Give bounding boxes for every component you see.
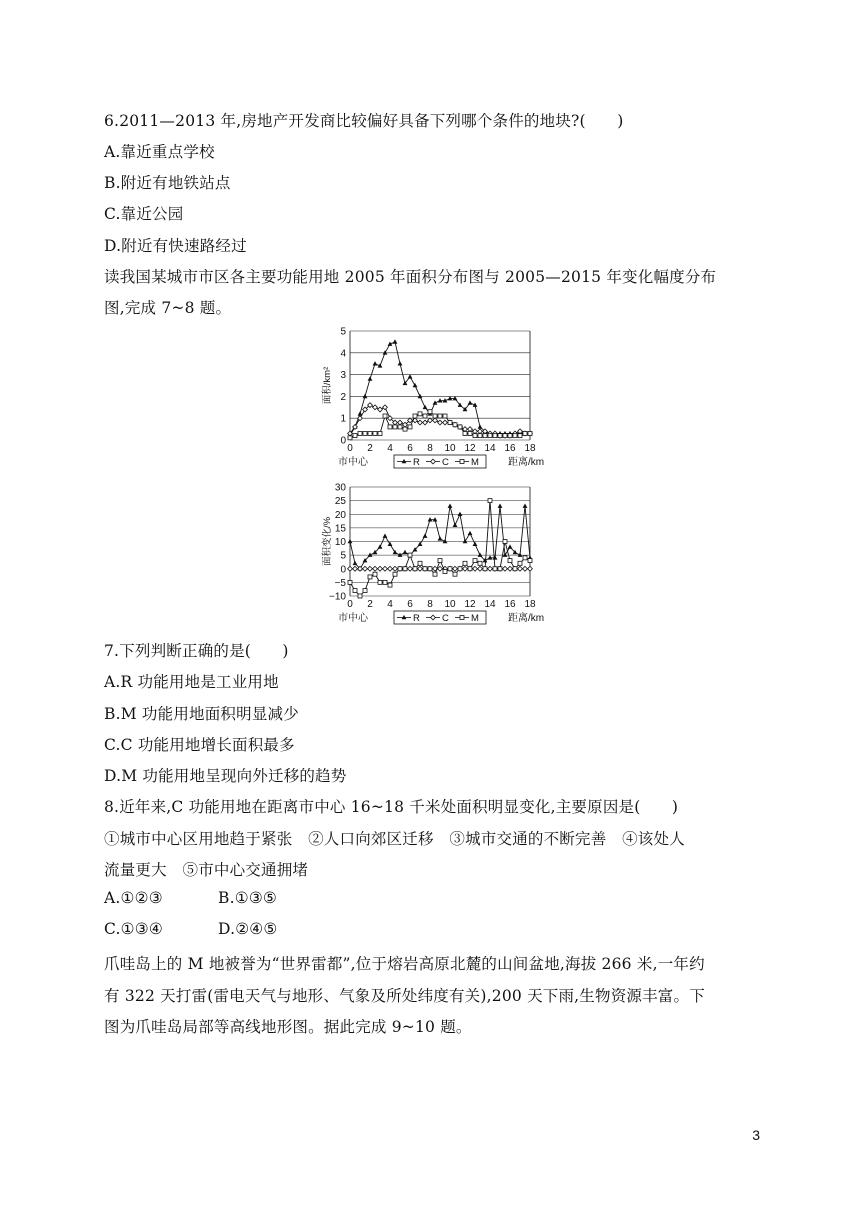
origin-label: 市中心 (338, 457, 368, 468)
data-point-C (518, 566, 523, 571)
question-8-option-b: B.①③⑤ (218, 889, 278, 907)
data-point-R (368, 553, 373, 557)
data-point-M (443, 569, 447, 573)
data-point-M (408, 553, 412, 557)
x-tick-label: 2 (367, 443, 373, 454)
data-point-M (498, 434, 502, 438)
data-point-M (513, 567, 517, 571)
question-8-option-a: A.①②③ (104, 889, 163, 907)
data-point-M (408, 425, 412, 429)
data-point-M (403, 427, 407, 431)
data-point-M (443, 414, 447, 418)
legend (394, 455, 486, 468)
data-point-C (463, 566, 468, 571)
question-6-stem: 6.2011—2013 年,房地产开发商比较偏好具备下列哪个条件的地块?( ) (104, 112, 624, 130)
data-point-R (443, 539, 448, 543)
data-point-M (503, 540, 507, 544)
data-point-R (423, 533, 428, 537)
question-7-option-c: C.C 功能用地增长面积最多 (104, 736, 295, 754)
data-point-C (438, 566, 443, 571)
data-point-M (388, 583, 392, 587)
x-axis-label: 距离/km (508, 457, 545, 468)
data-point-M (463, 561, 467, 565)
data-point-M (493, 567, 497, 571)
data-point-C (428, 418, 433, 423)
data-point-R (398, 361, 403, 365)
data-point-M (413, 414, 417, 418)
y-tick-label: −5 (334, 577, 346, 589)
data-point-M (508, 434, 512, 438)
data-point-C (478, 429, 483, 434)
data-point-C (508, 566, 513, 571)
question-7-option-d: D.M 功能用地呈现向外迁移的趋势 (104, 767, 347, 785)
data-point-C (473, 566, 478, 571)
data-point-M (373, 572, 377, 576)
data-point-M (413, 567, 417, 571)
y-tick-label: 0 (340, 435, 346, 447)
y-tick-label: 0 (340, 564, 346, 576)
data-point-M (348, 436, 352, 440)
data-point-C (528, 566, 533, 571)
y-tick-label: 2 (340, 391, 346, 403)
data-point-R (458, 512, 463, 516)
data-point-C (453, 566, 458, 571)
data-point-C (438, 420, 443, 425)
data-point-M (353, 589, 357, 593)
page-number: 3 (752, 1127, 760, 1143)
data-point-M (503, 434, 507, 438)
y-tick-label: 20 (334, 509, 346, 521)
intro-7-8-line-1: 读我国某城市市区各主要功能用地 2005 年面积分布图与 2005—2015 年变化幅度分布 (104, 268, 717, 286)
data-point-R (508, 544, 513, 548)
data-point-M (483, 434, 487, 438)
data-point-R (498, 503, 503, 507)
question-6-option-c: C.靠近公园 (104, 205, 184, 223)
data-point-R (418, 394, 423, 398)
x-tick-label: 8 (427, 443, 433, 454)
x-tick-label: 4 (387, 443, 393, 454)
y-tick-label: 3 (340, 370, 346, 382)
data-point-M (478, 561, 482, 565)
intro-7-8-line-2: 图,完成 7~8 题。 (104, 299, 232, 317)
question-8-stem: 8.近年来,C 功能用地在距离市中心 16~18 千米处面积明显变化,主要原因是( ) (104, 798, 679, 816)
data-point-M (468, 567, 472, 571)
x-tick-label: 4 (387, 599, 393, 610)
data-point-M (518, 561, 522, 565)
data-point-R (473, 542, 478, 546)
x-tick-label: 14 (484, 443, 496, 454)
data-point-R (523, 503, 528, 507)
data-point-M (398, 567, 402, 571)
data-point-M (373, 431, 377, 435)
data-point-M (458, 567, 462, 571)
data-point-R (383, 350, 388, 354)
x-tick-label: 6 (407, 443, 413, 454)
data-point-M (523, 431, 527, 435)
data-point-R (393, 339, 398, 343)
data-point-C (433, 418, 438, 423)
data-point-M (383, 580, 387, 584)
data-point-C (378, 407, 383, 412)
data-point-R (353, 561, 358, 565)
data-point-R (468, 400, 473, 404)
data-point-M (453, 572, 457, 576)
data-point-R (398, 553, 403, 557)
data-point-M (428, 567, 432, 571)
data-point-R (373, 361, 378, 365)
data-point-C (353, 566, 358, 571)
data-point-M (378, 431, 382, 435)
data-point-R (478, 424, 483, 428)
data-point-M (448, 421, 452, 425)
data-point-M (433, 414, 437, 418)
data-point-M (418, 412, 422, 416)
data-point-M (348, 580, 352, 584)
data-point-M (473, 434, 477, 438)
x-tick-label: 6 (407, 599, 413, 610)
data-point-M (368, 575, 372, 579)
data-point-C (503, 566, 508, 571)
data-point-M (518, 434, 522, 438)
data-point-M (528, 431, 532, 435)
intro-9-10-line-2: 有 322 天打雷(雷电天气与地形、气象及所处纬度有关),200 天下雨,生物资源丰富。下 (104, 987, 705, 1005)
data-point-M (388, 425, 392, 429)
x-tick-label: 18 (524, 443, 536, 454)
data-point-M (358, 594, 362, 598)
data-point-C (373, 566, 378, 571)
x-tick-label: 18 (524, 599, 536, 610)
legend (394, 611, 486, 624)
data-point-C (443, 420, 448, 425)
question-6-option-a: A.靠近重点学校 (104, 143, 215, 161)
y-axis-label: 面积变化/% (322, 516, 333, 567)
data-point-M (513, 434, 517, 438)
data-point-C (408, 566, 413, 571)
data-point-R (413, 383, 418, 387)
x-tick-label: 2 (367, 599, 373, 610)
data-point-M (428, 410, 432, 414)
question-6-option-b: B.附近有地铁站点 (104, 174, 231, 192)
data-point-R (423, 405, 428, 409)
data-point-M (523, 556, 527, 560)
legend-label-C: C (442, 613, 449, 624)
legend-label-M: M (471, 457, 479, 468)
data-point-M (378, 580, 382, 584)
data-point-C (518, 429, 523, 434)
question-7-stem: 7.下列判断正确的是( ) (104, 642, 289, 660)
data-point-M (438, 559, 442, 563)
intro-9-10-line-1: 爪哇岛上的 M 地被誉为“世界雷都”,位于熔岩高原北麓的山间盆地,海拔 266 米,一年约 (104, 955, 705, 973)
data-point-M (363, 431, 367, 435)
question-8-statements-1: ①城市中心区用地趋于紧张 ②人口向郊区迁移 ③城市交通的不断完善 ④该处人 (104, 830, 685, 848)
y-tick-label: 25 (334, 496, 346, 508)
data-point-R (383, 533, 388, 537)
data-point-M (508, 559, 512, 563)
data-point-M (473, 559, 477, 563)
data-point-R (403, 550, 408, 554)
data-point-M (403, 567, 407, 571)
x-tick-label: 16 (504, 443, 516, 454)
legend-marker-M (460, 460, 464, 464)
y-tick-label: 4 (340, 348, 346, 360)
data-point-C (423, 420, 428, 425)
data-point-C (363, 566, 368, 571)
data-point-C (388, 566, 393, 571)
data-point-M (423, 567, 427, 571)
data-point-C (473, 429, 478, 434)
x-tick-label: 16 (504, 599, 516, 610)
legend-label-R: R (413, 613, 420, 624)
data-point-M (478, 434, 482, 438)
data-point-C (383, 566, 388, 571)
legend-label-M: M (471, 613, 479, 624)
data-point-R (478, 553, 483, 557)
y-tick-label: −10 (329, 591, 346, 603)
data-point-R (468, 531, 473, 535)
data-point-M (458, 425, 462, 429)
series-line-M (350, 501, 530, 596)
data-point-M (488, 499, 492, 503)
x-tick-label: 14 (484, 599, 496, 610)
data-point-M (438, 414, 442, 418)
data-point-M (453, 423, 457, 427)
data-point-M (498, 567, 502, 571)
y-tick-label: 30 (334, 482, 346, 494)
y-tick-label: 5 (340, 550, 346, 562)
data-point-R (363, 394, 368, 398)
data-point-C (418, 566, 423, 571)
data-point-M (528, 559, 532, 563)
area-distribution-chart (318, 322, 548, 472)
data-point-M (353, 434, 357, 438)
x-tick-label: 12 (464, 443, 476, 454)
data-point-M (393, 425, 397, 429)
data-point-C (393, 566, 398, 571)
data-point-M (423, 414, 427, 418)
data-point-M (448, 567, 452, 571)
data-point-M (433, 572, 437, 576)
data-point-M (463, 431, 467, 435)
data-point-C (368, 566, 373, 571)
data-point-C (378, 566, 383, 571)
data-point-C (468, 427, 473, 432)
x-tick-label: 8 (427, 599, 433, 610)
data-point-C (383, 405, 388, 410)
series-C (348, 566, 533, 571)
data-point-C (398, 420, 403, 425)
data-point-M (393, 572, 397, 576)
area-change-chart (318, 478, 548, 628)
y-tick-label: 15 (334, 523, 346, 535)
data-point-C (523, 566, 528, 571)
origin-label: 市中心 (338, 613, 368, 624)
question-6-option-d: D.附近有快速路经过 (104, 237, 247, 255)
y-tick-label: 10 (334, 537, 346, 548)
data-point-M (358, 431, 362, 435)
data-point-M (483, 567, 487, 571)
data-point-M (363, 589, 367, 593)
x-tick-label: 0 (347, 443, 353, 454)
data-point-C (478, 566, 483, 571)
x-axis-label: 距离/km (508, 613, 545, 624)
data-point-C (418, 420, 423, 425)
data-point-R (378, 544, 383, 548)
data-point-M (398, 425, 402, 429)
data-point-C (373, 405, 378, 410)
x-tick-label: 12 (464, 599, 476, 610)
x-tick-label: 10 (444, 599, 456, 610)
x-tick-label: 10 (444, 443, 456, 454)
data-point-R (453, 523, 458, 527)
data-point-M (493, 434, 497, 438)
question-7-option-a: A.R 功能用地是工业用地 (104, 673, 279, 691)
data-point-R (348, 539, 353, 543)
data-point-M (418, 561, 422, 565)
data-point-C (348, 566, 353, 571)
legend-label-R: R (413, 457, 420, 468)
y-tick-label: 5 (340, 326, 346, 338)
question-7-option-b: B.M 功能用地面积明显减少 (104, 705, 299, 723)
legend-marker-M (460, 616, 464, 620)
y-axis-label: 面积/km² (322, 366, 333, 405)
data-point-R (438, 536, 443, 540)
legend-label-C: C (442, 457, 449, 468)
question-8-option-d: D.②④⑤ (218, 920, 278, 938)
data-point-R (368, 376, 373, 380)
data-point-R (518, 553, 523, 557)
intro-9-10-line-3: 图为爪哇岛局部等高线地形图。据此完成 9~10 题。 (104, 1018, 472, 1036)
data-point-C (488, 566, 493, 571)
data-point-R (448, 503, 453, 507)
data-point-C (358, 416, 363, 421)
question-8-option-c: C.①③④ (104, 920, 163, 938)
data-point-M (468, 431, 472, 435)
data-point-M (368, 431, 372, 435)
data-point-M (488, 434, 492, 438)
x-tick-label: 0 (347, 599, 353, 610)
y-tick-label: 1 (340, 413, 346, 425)
question-8-statements-2: 流量更大 ⑤市中心交通拥堵 (104, 861, 309, 879)
data-point-M (383, 414, 387, 418)
